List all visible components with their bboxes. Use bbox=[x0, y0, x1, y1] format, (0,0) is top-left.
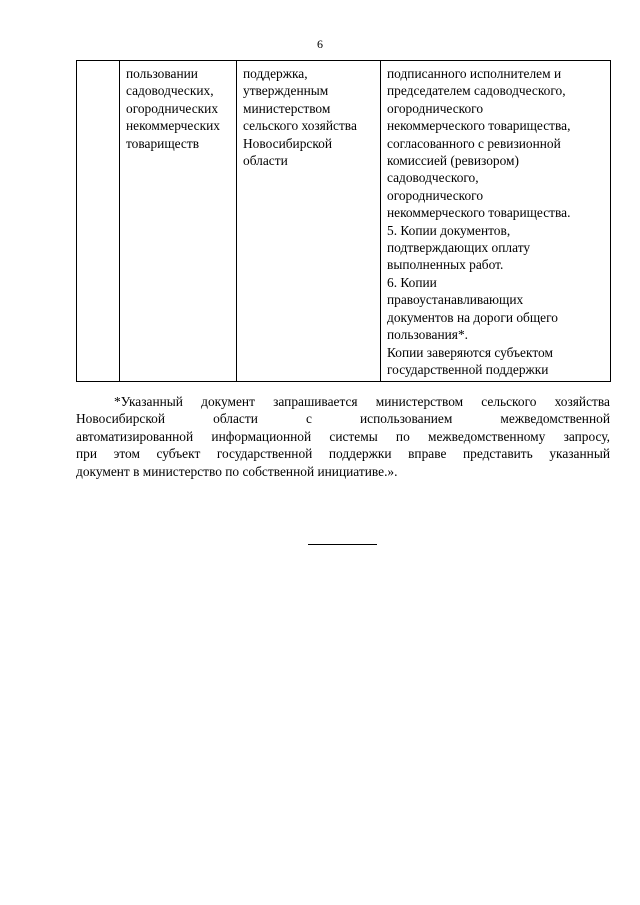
cell-line: государственной поддержки bbox=[387, 361, 549, 377]
cell-line: правоустанавливающих bbox=[387, 292, 524, 308]
cell-line: огороднического bbox=[387, 187, 484, 203]
requirements-table bbox=[76, 60, 611, 382]
cell-line: некоммерческих bbox=[126, 118, 220, 134]
cell-line: утвержденным bbox=[243, 83, 329, 99]
table-row bbox=[77, 61, 611, 382]
cell-line: документов на дороги общего bbox=[387, 309, 558, 325]
table-cell-purpose bbox=[120, 61, 237, 382]
cell-line: 5. Копии документов, bbox=[387, 222, 511, 238]
cell-line: согласованного с ревизионной bbox=[387, 135, 561, 151]
cell-line: Копии заверяются субъектом bbox=[387, 344, 553, 360]
table-cell-number bbox=[77, 61, 120, 382]
cell-line: области bbox=[243, 153, 288, 169]
table-cell-documents bbox=[381, 61, 611, 382]
cell-line: выполненных работ. bbox=[387, 257, 504, 273]
cell-line: Новосибирской bbox=[243, 135, 333, 151]
cell-line: садоводческих, bbox=[126, 83, 214, 99]
footnote bbox=[76, 393, 610, 480]
cell-line: садоводческого, bbox=[387, 170, 479, 186]
cell-line: комиссией (ревизором) bbox=[387, 153, 519, 169]
cell-line: 6. Копии bbox=[387, 274, 437, 290]
table-cell-basis bbox=[237, 61, 381, 382]
cell-line: председателем садоводческого, bbox=[387, 83, 566, 99]
cell-line: пользовании bbox=[126, 66, 198, 81]
cell-line: огороднических bbox=[126, 100, 219, 116]
footnote-line: документ в министерство по собственной инициативе.». bbox=[76, 463, 398, 479]
footnote-line: *Указанный документ запрашивается министерством сельского хозяйства bbox=[114, 394, 610, 409]
cell-line: сельского хозяйства bbox=[243, 118, 357, 134]
footnote-line: Новосибирской области с использованием межведомственной bbox=[76, 411, 610, 427]
cell-line: пользования*. bbox=[387, 327, 469, 343]
page-number: 6 bbox=[317, 37, 323, 51]
cell-line: поддержка, bbox=[243, 66, 308, 81]
footnote-line: автоматизированной информационной системы по межведомственному запросу, bbox=[76, 428, 610, 444]
footnote-line: при этом субъект государственной поддержки вправе представить указанный bbox=[76, 446, 610, 462]
cell-line: огороднического bbox=[387, 100, 484, 116]
cell-line: товариществ bbox=[126, 135, 200, 151]
cell-line: подтверждающих оплату bbox=[387, 240, 531, 256]
cell-line: министерством bbox=[243, 100, 331, 116]
end-of-document-rule bbox=[308, 544, 377, 545]
cell-line: некоммерческого товарищества. bbox=[387, 205, 571, 221]
cell-line: подписанного исполнителем и bbox=[387, 66, 562, 81]
cell-line: некоммерческого товарищества, bbox=[387, 118, 571, 134]
